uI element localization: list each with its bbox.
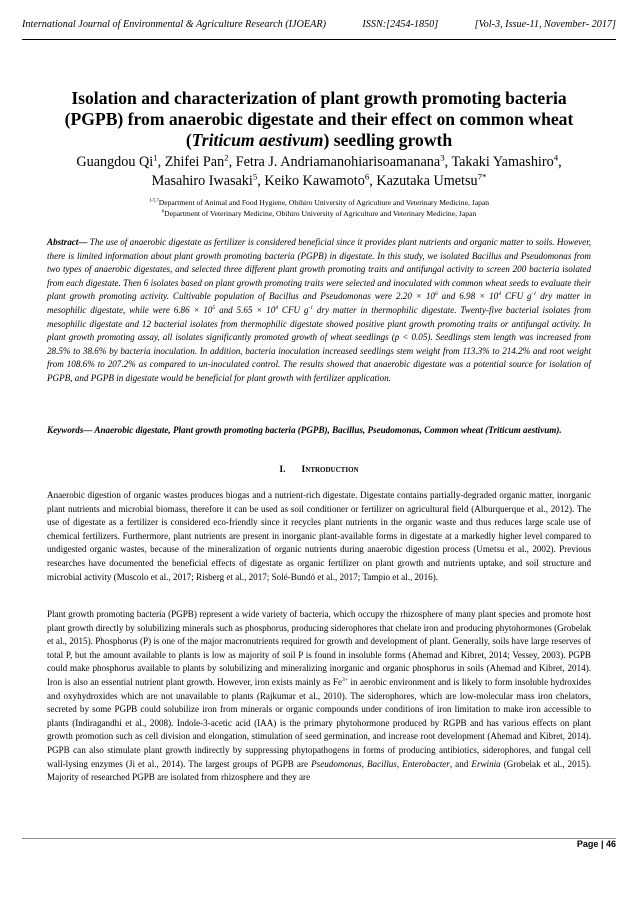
abstract: Abstract— The use of anaerobic digestate as fertilizer is considered beneficial since it provides plant nutrients and organic matter to soils. However, there is limited information about plant growth promoting bacteria (PGPB) in digestate. In this study, we isolated Bacillus and Pseudomonas from two types of anaerobic digestates, and selected three different plant growth promoting traits and antifungal activity to screen 200 bacteria isolated from each digestate. Then 6 isolates based on plant growth promoting traits were selected and inoculated with common wheat seeds to evaluate their plant growth promoting activity. Cultivable population of Bacillus and Pseudomonas were $2.20 \times 10^6$ and $6.98 \times 10^4$ CFU $g^{-1}$ dry matter in mesophilic digestate, while were $6.86 \times 10^5$ and $5.65 \times 10^4$ CFU $g^{-1}$ dry matter in thermophilic digestate. Twenty-five bacterial isolates from mesophilic digestate and 12 bacterial isolates from thermophilic digestate showed positive plant growth promoting traits or antifungal activity. In plant growth promoting assay, all isolates significantly promoted growth of wheat seedlings (p < 0.05). Seedlings stem length was increased from 28.5% to 38.6% by bacteria inoculation. In addition, bacteria inoculation increased seedlings stem weight from 113.3% to 214.2% and root weight from 108.6% to 207.2% as compared to un-inoculated control. The results showed that anaerobic digestate was a potential source for isolation of PGPB, and PGPB in digestate would be beneficial for plant growth with fertilizer application. — [47, 237, 591, 383]
running-header — [22, 13, 616, 35]
affiliation: $^6$Department of Veterinary Medicine, Obihiro University of Agriculture and Veterinary Medicine, Japan — [161, 209, 477, 218]
title-species: Triticum aestivum — [191, 130, 324, 150]
intro-paragraph: Plant growth promoting bacteria (PGPB) represent a wide variety of bacteria, which occupy the rhizosphere of many plant species and promote host plant growth directly by solubilizing minerals such as phosphorus, producing siderophores that chelate iron and producing phytohormones (Grobelak et al., 2015). Phosphorus (P) is one of the major macronutrients required for growth and development of plant. Generally, soils have large reserves of total P, but the amount available to plants is low as majority of soil P is found in insoluble forms (Ahemad and Kibret, 2014; Vessey, 2003). PGPB could make phosphorus available to plants by solubilizing and mineralizing inorganic and organic phosphorus in soils (Ahemad and Kibret, 2014). Iron is also an essential nutrient plant growth. However, iron exists mainly as $Fe^{3+}$ in aerobic environment and is likely to form insoluble hydroxides and oxyhydroxides which are not unavailable to plants (Rajkumar et al., 2010). The siderophores, which are low-molecular mass iron chelators, secreted by some PGPB could solubilize iron from minerals or organic compounds under conditions of iron limitation to make iron accessible to plants (Indiragandhi et al., 2008). Indole-3-acetic acid (IAA) is the primary phytohormone produced by RGPB and has various effects on plant growth promotion such as cell division and elongation, stimulation of seed germination, and increase root development (Ahemad and Kibret, 2014). PGPB can also stimulate plant growth indirectly by suppressing phytopathogens in forms of producing antibiotics, siderophores, and fungal cell wall-lysing enzymes (Ji et al., 2014). The largest groups of PGPB are Pseudomonas, Bacillus, Enterobacter, and Erwinia (Grobelak et al., 2015). Majority of researched PGPB are isolated from rhizosphere and they are — [47, 609, 592, 783]
affiliations — [40, 197, 598, 219]
author: Takaki Yamashiro$^4$, — [451, 152, 562, 170]
volume-issue: [Vol-3, Issue-11, November- 2017] — [474, 18, 616, 30]
intro-paragraph: Anaerobic digestion of organic wastes produces biogas and a nutrient-rich digestate. Digestate contains partially-degraded organic matter, inorganic plant nutrients and microbial biomass, therefore it can be used as soil conditioner or fertilizer on agricultural field (Alburquerque et al., 2012). The use of digestate as a fertilizer is considered eco-friendly since it recycles plant nutrients in the organic waste and thus reduces large scale use of chemical fertilizers. Furthermore, plant nutrients are present in inorganic plant-available forms in digestate at a markedly higher level compared to undigested organic wastes, because of the mineralization of organic nutrients during anaerobic digestion process (Umetsu et al., 2002). Previous researches have documented the beneficial effects of digestate as organic fertilizer on plant growth and nutrients uptake, and soil structure and microbial activity (Muscolo et al., 2017; Risberg et al., 2017; Solé-Bundó et al., 2017; Tampio et al., 2016). — [47, 490, 591, 582]
affiliation: $^{1-5,7}$Department of Animal and Food Hygiene, Obihiro University of Agriculture and Veterinary Medicine, Japan — [148, 198, 490, 207]
abstract-label: Abstract— — [47, 237, 88, 247]
author: Keiko Kawamoto$^6$, — [264, 171, 377, 189]
author: Fetra J. Andriamanohiarisoamanana$^3$, — [235, 152, 452, 170]
page-number: Page | 46 — [576, 839, 616, 849]
title-text-end: ) seedling growth — [323, 130, 453, 150]
author: Guangdou Qi$^1$, — [76, 152, 165, 170]
journal-name: International Journal of Environmental & Agriculture Research (IJOEAR) — [22, 18, 326, 30]
author: Zhifei Pan$^2$, — [164, 152, 236, 170]
section-number: I. — [279, 464, 286, 475]
paper-title — [40, 88, 598, 151]
author: Kazutaka Umetsu$^{7*}$ — [376, 171, 487, 189]
author: Masahiro Iwasaki$^5$, — [151, 171, 265, 189]
title-text: Isolation and characterization of plant growth promoting bacteria (PGPB) from anaerobic digestate and their effect on common wheat ( — [64, 88, 574, 150]
section-heading — [47, 464, 591, 475]
issn: ISSN:[2454-1850] — [362, 18, 439, 30]
author-list — [40, 153, 598, 191]
keywords: Keywords— Anaerobic digestate, Plant growth promoting bacteria (PGPB), Bacillus, Pseudomonas, Common wheat (Triticum aestivum). — [47, 425, 562, 435]
header-rule — [22, 39, 616, 40]
section-title: Introduction — [301, 464, 359, 475]
footer-rule — [22, 838, 616, 839]
